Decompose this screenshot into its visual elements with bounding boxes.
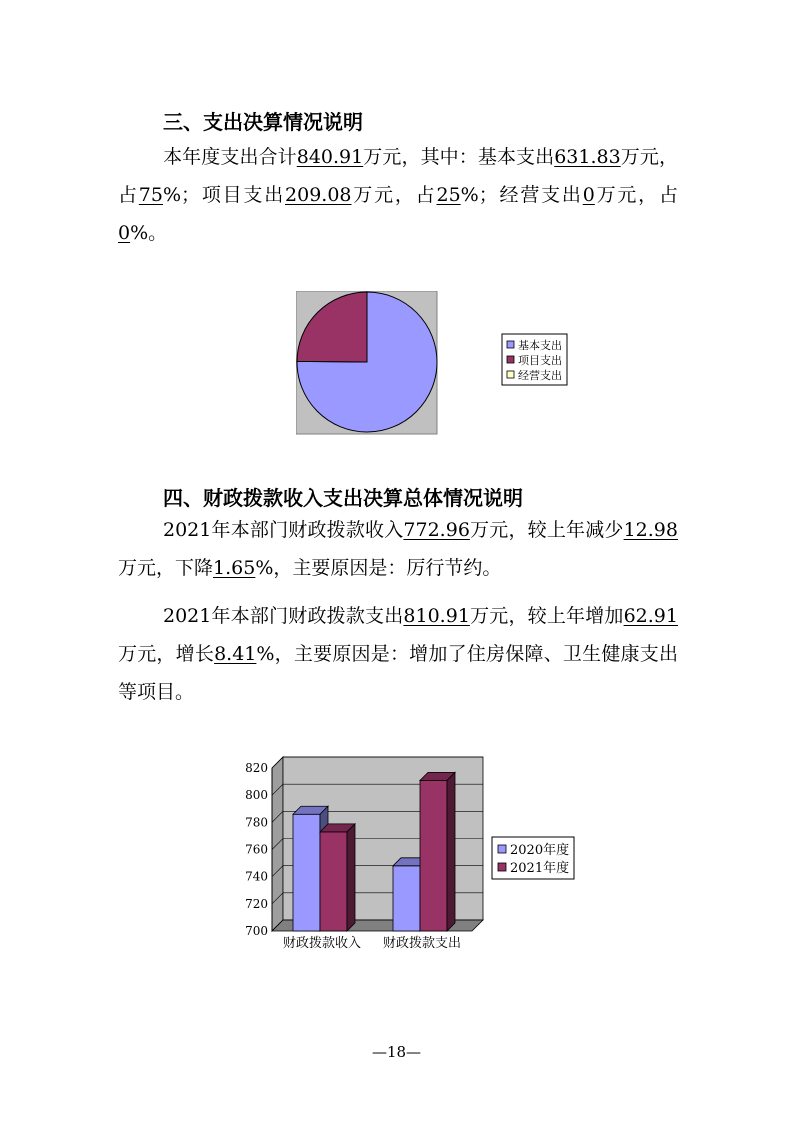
bar-side [447, 772, 455, 931]
expenditure-paragraph: 本年度支出合计840.91万元，其中：基本支出631.83万元，占75%；项目支出209.08万元，占25%；经营支出0万元，占0%。 [118, 146, 678, 244]
appropriation-expenditure-paragraph: 2021年本部门财政拨款支出810.91万元，较上年增加62.91万元，增长8.41%，主要原因是：增加了住房保障、卫生健康支出等项目。 [118, 605, 678, 703]
section-3-heading: 三、支出决算情况说明 [163, 110, 363, 134]
pie-legend-swatch [507, 356, 514, 363]
pie-legend-label: 基本支出 [518, 339, 562, 352]
appropriation-bar-chart [236, 755, 581, 955]
appropriation-expenditure-value: 810.91 [403, 605, 470, 627]
operating-pct-value: 0 [118, 222, 131, 244]
pie-legend-swatch [507, 341, 514, 348]
section-4-heading: 四、财政拨款收入支出决算总体情况说明 [163, 486, 523, 510]
pie-legend-swatch [507, 371, 514, 378]
y-tick-label: 820 [245, 761, 268, 775]
project-pct-value: 25 [436, 184, 461, 206]
income-change-pct: 1.65 [213, 557, 256, 579]
income-change-value: 12.98 [623, 519, 678, 541]
expenditure-change-value: 62.91 [623, 605, 678, 627]
pie-slices [297, 292, 437, 432]
expenditure-change-pct: 8.41 [214, 643, 257, 665]
bar-legend-swatch [498, 863, 506, 871]
x-category-label: 财政拨款支出 [382, 936, 462, 951]
y-tick-label: 760 [245, 842, 268, 857]
pie-legend-label: 经营支出 [518, 369, 562, 382]
pie-legend [502, 334, 567, 385]
x-category-label: 财政拨款收入 [282, 936, 362, 951]
expenditure-pie-chart [296, 291, 596, 436]
total-expenditure-value: 840.91 [296, 146, 364, 168]
page-number: —18— [371, 1043, 422, 1061]
y-tick-label: 740 [245, 869, 268, 884]
appropriation-income-value: 772.96 [403, 519, 470, 541]
y-tick-label: 800 [245, 788, 268, 803]
bar-front [293, 814, 320, 931]
basic-pct-value: 75 [138, 184, 163, 206]
bar-legend-label: 2021年度 [510, 861, 570, 876]
basic-expenditure-value: 631.83 [554, 146, 621, 168]
project-expenditure-value: 209.08 [285, 184, 352, 206]
bar-front [320, 832, 347, 931]
bar-front [420, 780, 447, 931]
pie-legend-label: 项目支出 [518, 354, 562, 367]
bar-legend-swatch [498, 845, 506, 853]
y-tick-label: 780 [245, 815, 268, 830]
y-tick-label: 720 [245, 896, 268, 911]
operating-expenditure-value: 0 [582, 184, 595, 206]
appropriation-income-paragraph: 2021年本部门财政拨款收入772.96万元，较上年减少12.98万元，下降1.65%，主要原因是：厉行节约。 [118, 519, 678, 579]
y-tick-label: 700 [245, 924, 268, 938]
bar-legend-label: 2020年度 [510, 843, 570, 858]
bar-front [393, 866, 420, 931]
bar-side [347, 824, 355, 931]
